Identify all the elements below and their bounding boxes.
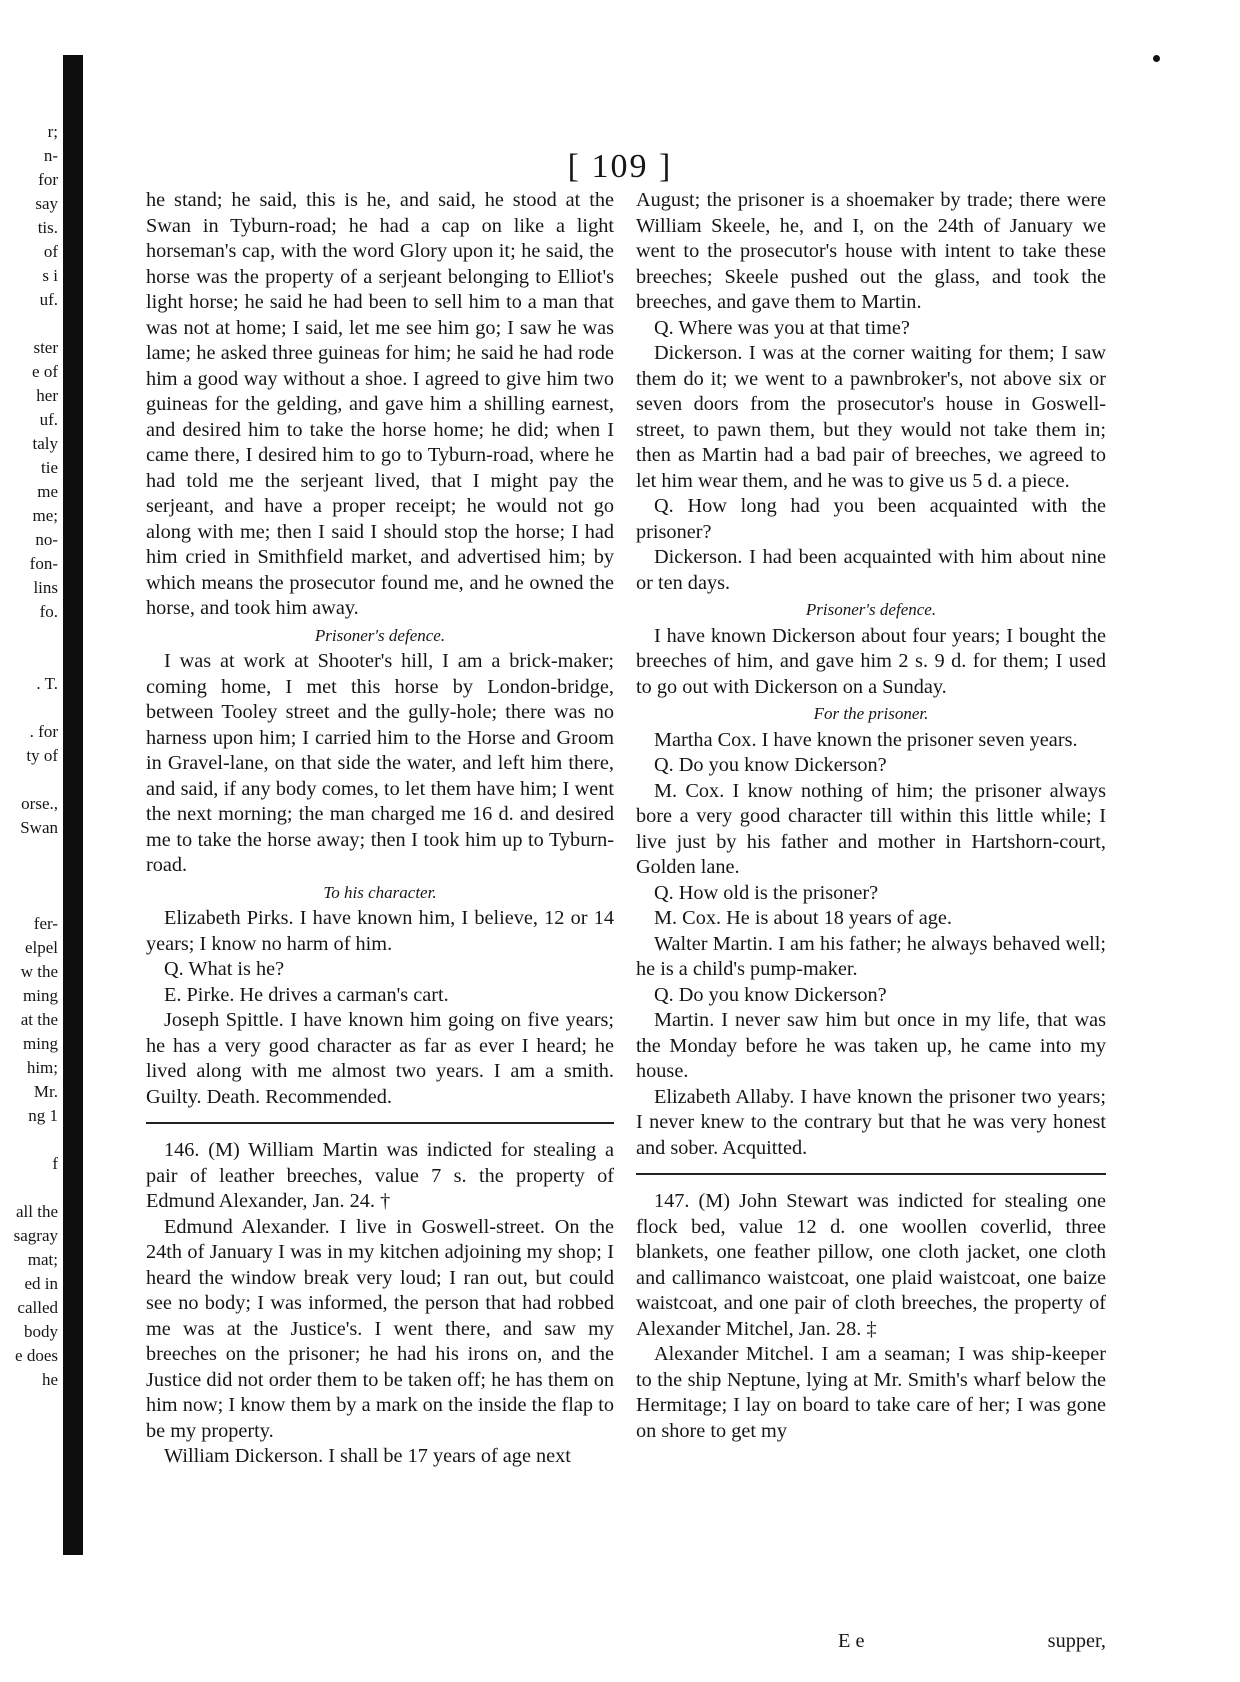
section-heading: To his character.: [323, 882, 437, 902]
case-heading: 147. (M) John Stewart was indicted for stealing one flock bed, value 12 d. one woollen coverlid, three blankets, one feather pillow, one cloth jacket, one cloth and callimanco waistcoat, one plaid waistcoat, one baize waistcoat, and one pair of cloth breeches, the property of Alexander Mitchel, Jan. 28. ‡: [636, 1190, 1106, 1340]
margin-fragment: of: [43, 242, 58, 261]
right-text-block: Q. Do you know Dickerson?: [654, 754, 887, 776]
margin-fragment: for: [38, 170, 58, 189]
margin-fragment: mat;: [27, 1250, 58, 1269]
margin-fragment: her: [36, 386, 58, 405]
margin-fragment: ng 1: [28, 1106, 58, 1125]
margin-fragment: ster: [33, 338, 58, 357]
left-text-block: Elizabeth Pirks. I have known him, I believe, 12 or 14 years; I know no harm of him.: [146, 907, 614, 955]
margin-fragment: [0, 840, 58, 864]
margin-fragment: tie: [41, 458, 58, 477]
margin-fragment: no-: [35, 530, 58, 549]
right-text-block: August; the prisoner is a shoemaker by trade; there were William Skeele, he, and I, on the 24th of January we went to the prosecutor's house with intent to take these breeches; Skeele pushed out the glass, and took the breeches, and gave them to Martin.: [636, 189, 1106, 313]
margin-fragment: say: [35, 194, 58, 213]
margin-fragment: w the: [20, 962, 58, 981]
right-text-block: Martin. I never saw him but once in my life, that was the Monday before he was taken up, he came into my house.: [636, 1009, 1106, 1082]
section-heading: Prisoner's defence.: [805, 600, 937, 619]
margin-fragment: r;: [47, 122, 58, 141]
margin-fragment: [0, 768, 58, 792]
right-text-block: Q. Where was you at that time?: [654, 316, 910, 339]
margin-fragment: . for: [29, 722, 58, 741]
right-text-block: Alexander Mitchel. I am a seaman; I was ship-keeper to the ship Neptune, lying at Mr. Smith's wharf below the Hermitage; I lay on board to take care of her; I was gone on shore to get my: [636, 1343, 1106, 1442]
section-heading: For the prisoner.: [813, 704, 929, 723]
left-text-block: Edmund Alexander. I live in Goswell-street. On the 24th of January I was in my kitchen adjoining my shop; I heard the window break very loud; I ran out, but could see no body; I was informed, the person that had robbed me was at the Justice's. I went there, and saw my breeches on the prisoner; he had his irons on, and the Justice did not order them to be taken off; he has them on him now; I know them by a mark on the inside the flap to be my property.: [146, 1215, 614, 1442]
right-column: [636, 188, 1106, 1444]
margin-fragment: fo.: [39, 602, 58, 621]
margin-fragment: [0, 888, 58, 912]
margin-fragment: elpel: [24, 938, 58, 957]
section-heading: Prisoner's defence.: [314, 625, 446, 645]
catchword: supper,: [1047, 1630, 1106, 1652]
margin-fragment: . T.: [36, 674, 58, 693]
margin-fragment: e does: [15, 1346, 58, 1365]
right-text-block: Q. Do you know Dickerson?: [654, 983, 887, 1006]
margin-fragment: uf.: [39, 410, 58, 429]
left-text-block: William Dickerson. I shall be 17 years of age next: [164, 1445, 571, 1467]
right-text-block: Dickerson. I was at the corner waiting for them; I saw them do it; we went to a pawnbroker's, not above six or seven doors from the prosecutor's house in Goswell-street, to pawn them, but they would not take them in; then as Martin had a bad pair of breeches, we agreed to let him wear them, and he was to give us 5 d. a piece.: [636, 342, 1106, 492]
margin-fragment: Swan: [20, 818, 58, 837]
right-text-block: Q. How long had you been acquainted with the prisoner?: [636, 495, 1106, 543]
previous-page-margin: [0, 120, 58, 1392]
left-text-block: I was at work at Shooter's hill, I am a brick-maker; coming home, I met this horse by London-bridge, between Tooley street and the gully-hole; there was no harness upon him; I carried him to the Horse and Groom in Gravel-lane, on that side the water, and left him there, and said, if any body comes, to let them have him; I went the next morning; the man charged me 16 d. and desired me to take the horse away; then I took him up to Tyburn-road.: [146, 650, 614, 876]
section-rule: [636, 1173, 1106, 1175]
page-number: [ 109 ]: [567, 148, 673, 185]
margin-fragment: he: [41, 1370, 58, 1389]
margin-fragment: [0, 696, 58, 720]
margin-fragment: s i: [42, 266, 58, 285]
margin-fragment: ming: [23, 1034, 58, 1053]
margin-fragment: [0, 1176, 58, 1200]
right-text-block: M. Cox. He is about 18 years of age.: [654, 907, 952, 929]
right-text-block: Q. How old is the prisoner?: [654, 881, 879, 904]
margin-fragment: [0, 864, 58, 888]
margin-fragment: me: [37, 482, 58, 501]
ink-speck: [1153, 55, 1160, 62]
margin-fragment: ed in: [24, 1274, 58, 1293]
margin-fragment: f: [52, 1154, 58, 1173]
left-column: [146, 188, 614, 1470]
margin-fragment: lins: [33, 578, 58, 597]
margin-fragment: me;: [32, 506, 58, 525]
left-text-block: E. Pirke. He drives a carman's cart.: [164, 983, 449, 1006]
margin-fragment: ming: [23, 986, 58, 1005]
margin-fragment: sagray: [13, 1226, 58, 1245]
margin-fragment: at the: [20, 1010, 58, 1029]
margin-fragment: taly: [32, 434, 58, 453]
signature-mark: E e: [838, 1630, 865, 1652]
left-text-block: he stand; he said, this is he, and said, he stood at the Swan in Tyburn-road; he had a cap on like a light horseman's cap, with the word Glory upon it; he said, the horse was the property of a serjeant belonging to Elliot's light horse; he said he had been to sell him to a man that was not at home; I said, let me see him go; I saw he was lame; he asked three guineas for him; he said he had rode him a good way without a shoe. I agreed to give him two guineas for the gelding, and gave him a shilling earnest, and desired him to take the horse home; he did; when I came there, I desired him to go to Tyburn-road, where he had told me the serjeant lived, that I might pay the serjeant, and have a proper receipt; he would not go along with me; then I said I should stop the horse; I had him cried in Smithfield market, and advertised him; by which means the prosecutor found me, and he owned the horse, and took him away.: [146, 189, 614, 619]
margin-fragment: [0, 624, 58, 648]
right-text-block: Elizabeth Allaby. I have known the prisoner two years; I never knew to the contrary but that he was very honest and sober. Acquitted.: [636, 1085, 1106, 1159]
margin-fragment: e of: [32, 362, 58, 381]
margin-fragment: [0, 312, 58, 336]
right-text-block: Dickerson. I had been acquainted with him about nine or ten days.: [636, 546, 1106, 594]
margin-fragment: ty of: [26, 746, 58, 765]
margin-fragment: tis.: [37, 218, 58, 237]
case-heading: 146. (M) William Martin was indicted for stealing a pair of leather breeches, value 7 s. the property of Edmund Alexander, Jan. 24. †: [146, 1139, 614, 1212]
margin-fragment: [0, 1128, 58, 1152]
margin-fragment: body: [24, 1322, 58, 1341]
margin-fragment: all the: [15, 1202, 58, 1221]
margin-fragment: fer-: [33, 914, 58, 933]
margin-fragment: fon-: [29, 554, 58, 573]
margin-fragment: [0, 648, 58, 672]
margin-fragment: orse.,: [21, 794, 58, 813]
margin-fragment: uf.: [39, 290, 58, 309]
margin-fragment: n-: [43, 146, 58, 165]
right-text-block: M. Cox. I know nothing of him; the prisoner always bore a very good character till within this little while; I live just by his father and mother in Hartshorn-court, Golden lane.: [636, 779, 1106, 878]
margin-fragment: called: [17, 1298, 58, 1317]
binding-shadow: [63, 55, 83, 1555]
margin-fragment: Mr.: [33, 1082, 58, 1101]
section-rule: [146, 1122, 614, 1124]
right-text-block: I have known Dickerson about four years; I bought the breeches of him, and gave him 2 s. 9 d. for them; I used to go out with Dickerson on a Sunday.: [636, 624, 1106, 698]
right-text-block: Martha Cox. I have known the prisoner seven years.: [654, 728, 1078, 751]
left-text-block: Q. What is he?: [164, 958, 285, 980]
right-text-block: Walter Martin. I am his father; he always behaved well; he is a child's pump-maker.: [636, 932, 1106, 980]
left-text-block: Joseph Spittle. I have known him going on five years; he has a very good character as far as ever I heard; he lived along with me almost two years. I am a smith. Guilty. Death. Recommended.: [146, 1009, 614, 1108]
margin-fragment: him;: [26, 1058, 58, 1077]
